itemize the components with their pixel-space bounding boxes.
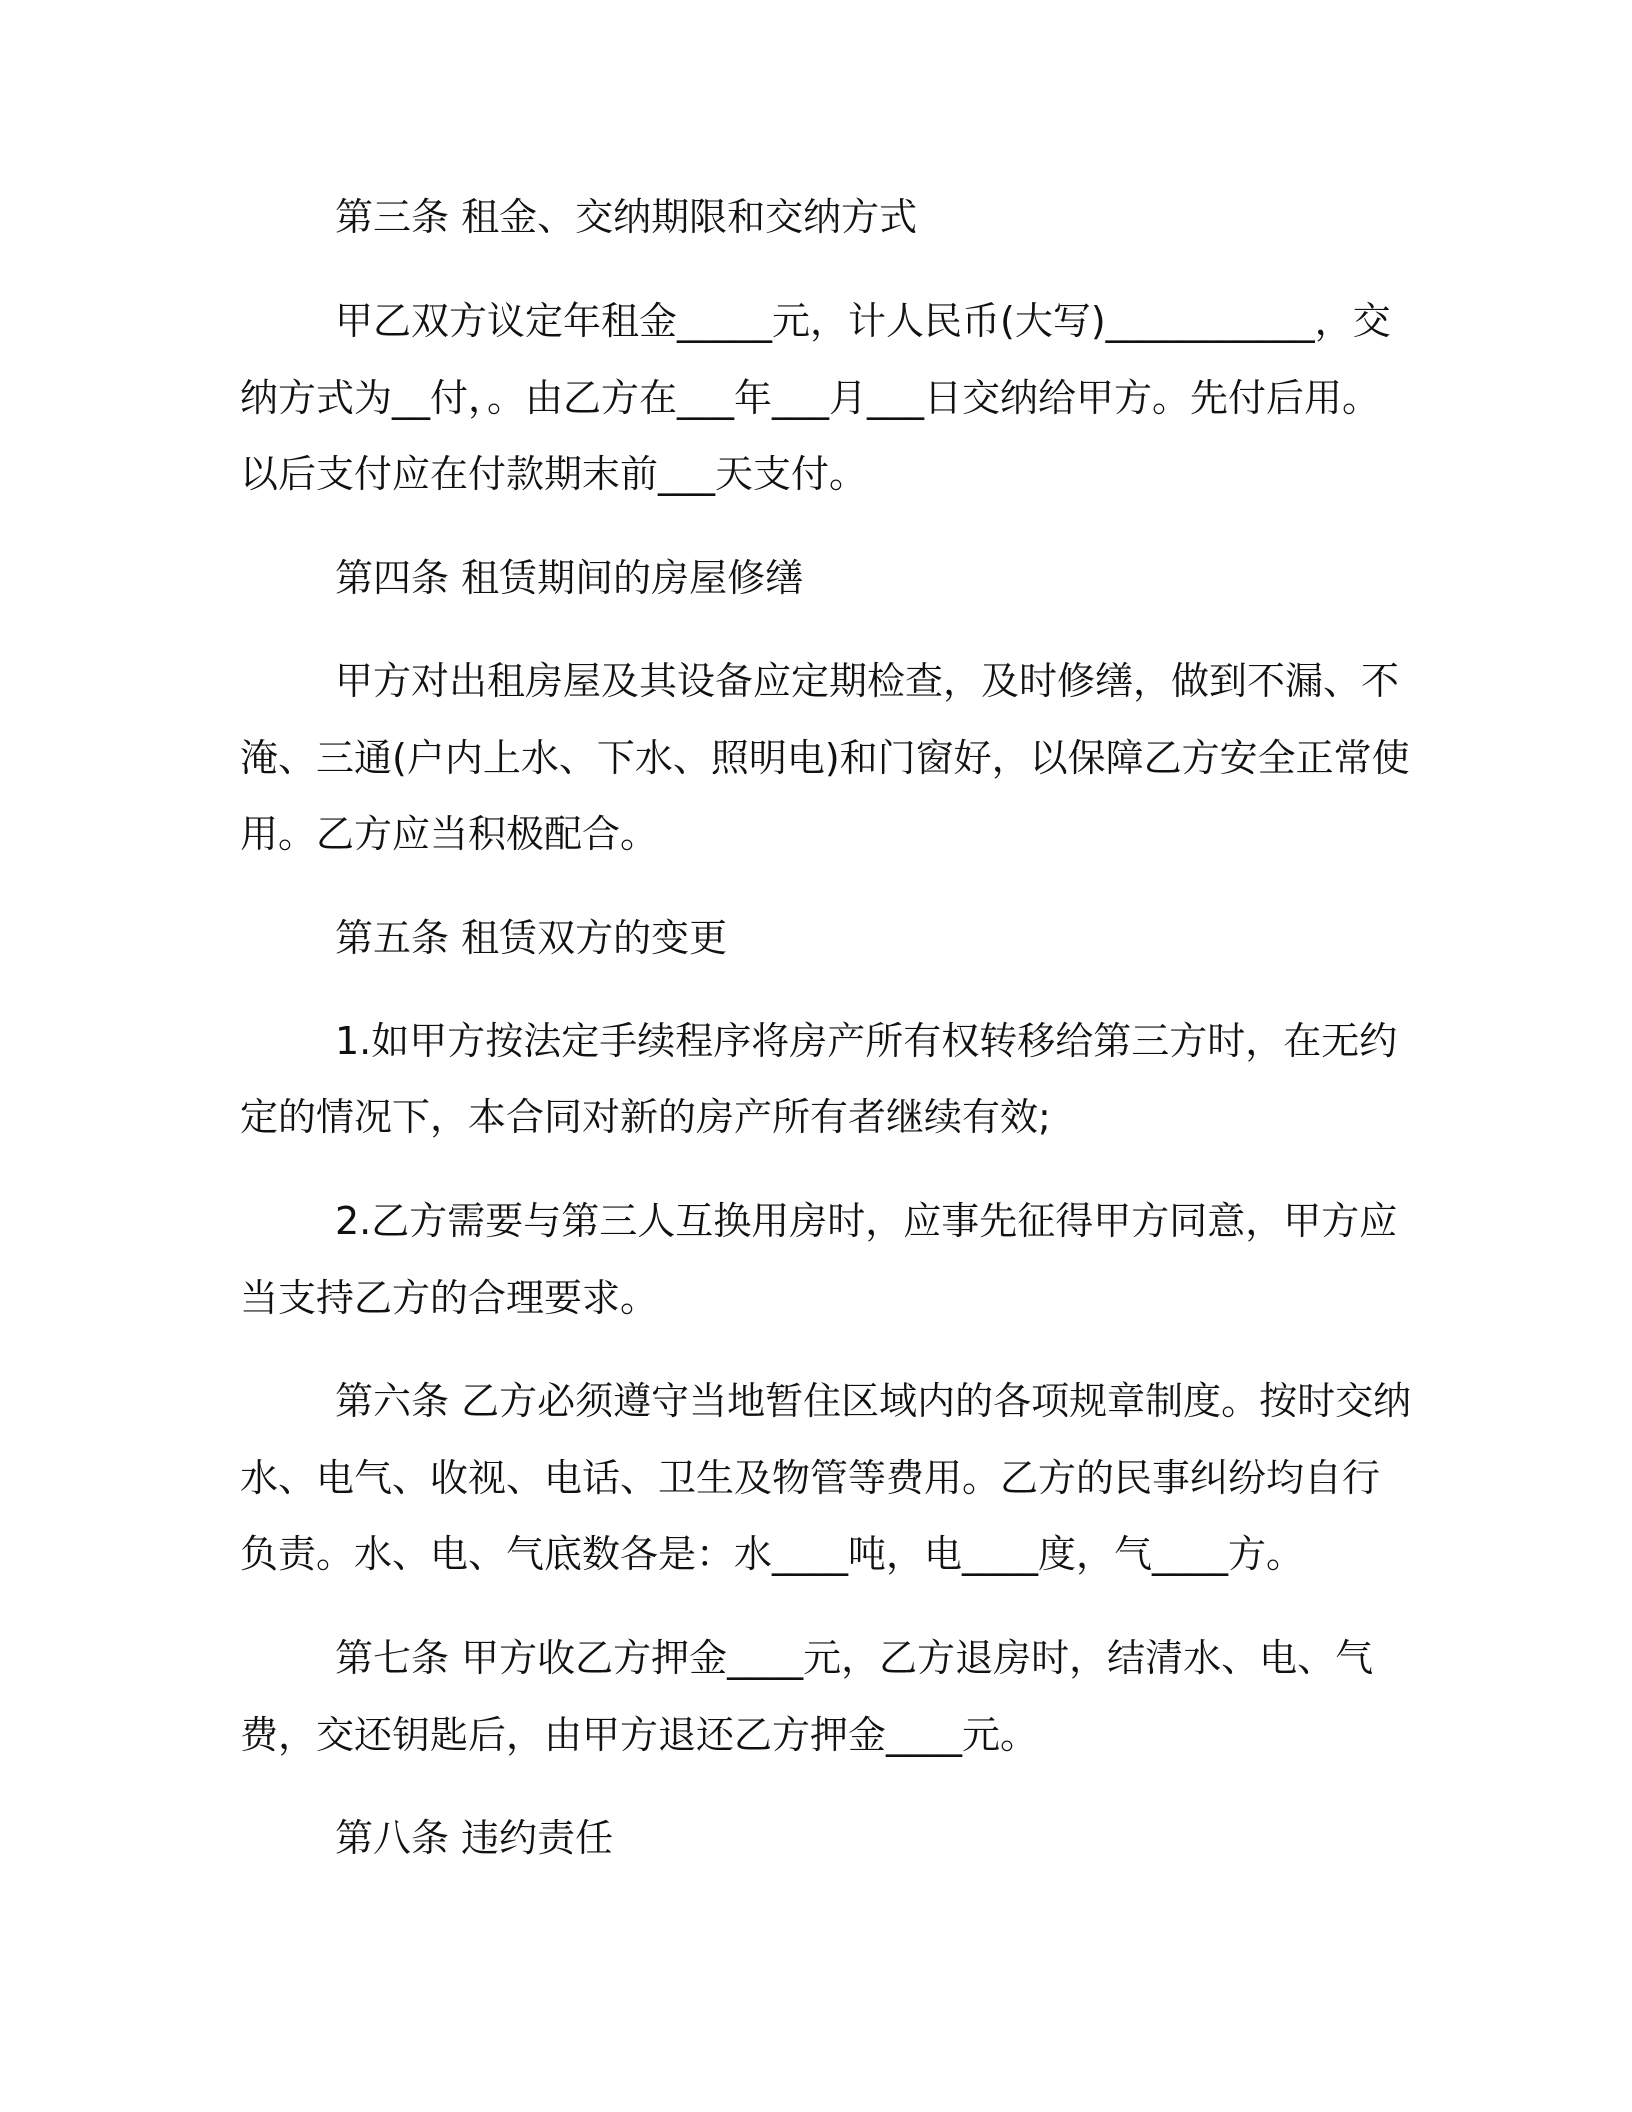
article-5-clause-1-line: 定的情况下，本合同对新的房产所有者继续有效; [240, 1095, 1051, 1139]
article-3-heading: 第三条 租金、交纳期限和交纳方式 [335, 195, 918, 239]
article-4-heading: 第四条 租赁期间的房屋修缮 [335, 556, 804, 600]
article-4-paragraph-line: 甲方对出租房屋及其设备应定期检查，及时修缮，做到不漏、不 [335, 659, 1400, 703]
article-4-paragraph-line: 淹、三通(户内上水、下水、照明电)和门窗好，以保障乙方安全正常使 [240, 736, 1410, 780]
article-8-heading: 第八条 违约责任 [335, 1816, 614, 1860]
article-7-paragraph-line: 费，交还钥匙后，由甲方退还乙方押金____元。 [240, 1713, 1039, 1757]
article-5-clause-2-line: 当支持乙方的合理要求。 [240, 1276, 659, 1320]
article-5-clause-1-line: 1.如甲方按法定手续程序将房产所有权转移给第三方时，在无约 [335, 1019, 1398, 1063]
article-3-paragraph-line: 以后支付应在付款期末前___天支付。 [240, 452, 868, 496]
article-6-paragraph-line: 水、电气、收视、电话、卫生及物管等费用。乙方的民事纠纷均自行 [240, 1456, 1381, 1500]
article-3-paragraph-line: 甲乙双方议定年租金_____元，计人民币(大写)___________，交 [335, 299, 1391, 343]
article-6-paragraph-line: 第六条 乙方必须遵守当地暂住区域内的各项规章制度。按时交纳 [335, 1379, 1412, 1423]
article-6-paragraph-line: 负责。水、电、气底数各是：水____吨，电____度，气____方。 [240, 1532, 1305, 1576]
article-5-clause-2-line: 2.乙方需要与第三人互换用房时，应事先征得甲方同意，甲方应 [335, 1199, 1398, 1243]
article-5-heading: 第五条 租赁双方的变更 [335, 916, 728, 960]
article-3-paragraph-line: 纳方式为__付，。由乙方在___年___月___日交纳给甲方。先付后用。 [240, 376, 1381, 420]
contract-page [240, 0, 1412, 2112]
article-7-paragraph-line: 第七条 甲方收乙方押金____元，乙方退房时，结清水、电、气 [335, 1636, 1374, 1680]
article-4-paragraph-line: 用。乙方应当积极配合。 [240, 812, 659, 856]
